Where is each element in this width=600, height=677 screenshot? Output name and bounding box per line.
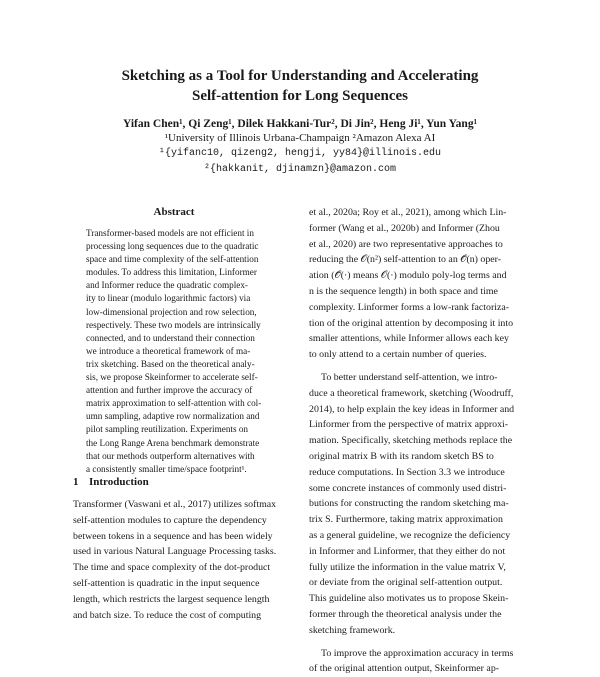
abstract-heading: Abstract: [153, 206, 195, 218]
body-line: smaller attentions, while Informer allows each key: [309, 333, 509, 345]
body-line: between tokens in a sequence and has been widely: [73, 530, 273, 542]
body-line: reducing the 𝒪(n²) self-attention to an 𝒪̃(n) oper-: [309, 254, 502, 266]
body-line: reduce computations. In Section 3.3 we introduce: [309, 466, 505, 478]
intro-right-column: [309, 205, 531, 677]
abstract-line: processing long sequences due to the quadratic: [86, 241, 259, 252]
body-line: complexity. Linformer forms a low-rank factoriza-: [309, 301, 510, 313]
body-line: The time and space complexity of the dot-product: [73, 562, 271, 574]
section-title: Introduction: [89, 476, 149, 488]
body-line: original matrix B with its random sketch BS to: [309, 450, 494, 462]
abstract-line: connected, and to understand their connection: [86, 332, 255, 343]
section-number: 1: [73, 476, 79, 488]
abstract-line: pilot sampling reutilization. Experiments on: [86, 424, 249, 435]
abstract-line: attention and further improve the accuracy of: [86, 385, 253, 396]
body-line: used in various Natural Language Processing tasks.: [73, 546, 277, 558]
body-line: To improve the approximation accuracy in terms: [321, 647, 514, 659]
abstract-line: matrix approximation to self-attention with col-: [86, 398, 262, 409]
abstract-line: modules. To address this limitation, Linformer: [86, 267, 257, 278]
email-line-1: ¹{yifanc10, qizeng2, hengji, yy84}@illinois.edu: [158, 148, 442, 159]
abstract-line: trix sketching. Based on the theoretical analy-: [86, 358, 255, 369]
body-line: ation (𝒪̃(·) means 𝒪(·) modulo poly-log terms and: [309, 270, 507, 282]
body-line: To better understand self-attention, we intro-: [321, 371, 498, 383]
abstract-line: space and time complexity of the self-attention: [86, 254, 259, 265]
abstract-line: sis, we propose Skeinformer to accelerate self-: [86, 372, 258, 383]
body-line: Linformer from the perspective of matrix approxi-: [309, 419, 509, 431]
body-line: n is the sequence length) in both space and time: [309, 285, 498, 297]
body-line: in Informer and Linformer, that they either do not: [309, 545, 506, 557]
body-line: sketching framework.: [309, 624, 396, 636]
paper-title: [0, 66, 600, 106]
body-line: some concrete instances of commonly used distri-: [309, 482, 507, 494]
body-line: length, which restricts the largest sequence length: [73, 593, 270, 605]
abstract-line: that our methods outperform alternatives with: [86, 450, 255, 461]
abstract-line: ity to linear (modulo logarithmic factors) via: [86, 293, 251, 304]
abstract-body: [86, 227, 268, 476]
body-line: mation. Specifically, sketching methods replace the: [309, 435, 513, 447]
body-line: to only attend to a certain number of queries.: [309, 349, 487, 361]
abstract-line: low-dimensional projection and row selection,: [86, 306, 257, 317]
abstract-line: we introduce a theoretical framework of ma-: [86, 345, 251, 356]
body-line: fully utilize the information in the value matrix V,: [309, 561, 506, 573]
abstract-line: a consistently smaller time/space footprint¹.: [86, 463, 247, 474]
body-line: of the original attention output, Skeinformer ap-: [309, 663, 500, 675]
body-line: as a general guideline, we recognize the deficiency: [309, 529, 511, 541]
body-line: trix S. Furthermore, taking matrix approximation: [309, 514, 503, 526]
body-line: self-attention is quadratic in the input sequence: [73, 577, 260, 589]
body-line: former (Wang et al., 2020b) and Informer (Zhou: [309, 222, 500, 234]
body-line: former through the theoretical analysis under the: [309, 608, 502, 620]
body-line: Transformer (Vaswani et al., 2017) utilizes softmax: [73, 499, 277, 510]
intro-left-column: [73, 497, 293, 623]
body-line: et al., 2020a; Roy et al., 2021), among which Lin-: [309, 207, 507, 218]
abstract-line: umn sampling, adaptive row normalization and: [86, 411, 260, 422]
author-list: Yifan Chen¹, Qi Zeng¹, Dilek Hakkani-Tur², Di Jin², Heng Ji¹, Yun Yang¹: [122, 118, 478, 130]
body-line: This guideline also motivates us to propose Skein-: [309, 593, 509, 605]
abstract-line: respectively. These two models are intrinsically: [86, 319, 261, 330]
title-line-2: Self-attention for Long Sequences: [192, 88, 408, 104]
affiliations: ¹University of Illinois Urbana-Champaign ²Amazon Alexa AI: [164, 132, 436, 144]
body-line: and batch size. To reduce the cost of computing: [73, 609, 262, 621]
section-heading-introduction: [73, 476, 149, 488]
body-line: or deviate from the original self-attention output.: [309, 577, 503, 589]
body-line: butions for constructing the random sketching ma-: [309, 498, 509, 510]
email-line-2: ²{hakkanit, djinamzn}@amazon.com: [203, 164, 397, 175]
body-line: 2014), to help explain the key ideas in Informer and: [309, 403, 515, 415]
abstract-line: and Informer reduce the quadratic complex-: [86, 280, 248, 291]
body-line: self-attention modules to capture the dependency: [73, 514, 267, 526]
body-line: duce a theoretical framework, sketching (Woodruff,: [309, 387, 514, 399]
body-line: tion of the original attention by decomposing it into: [309, 317, 514, 329]
body-line: et al., 2020) are two representative approaches to: [309, 238, 503, 250]
abstract-line: Transformer-based models are not efficient in: [86, 228, 254, 238]
title-line-1: Sketching as a Tool for Understanding and Accelerating: [121, 68, 479, 84]
abstract-line: the Long Range Arena benchmark demonstrate: [86, 437, 260, 448]
